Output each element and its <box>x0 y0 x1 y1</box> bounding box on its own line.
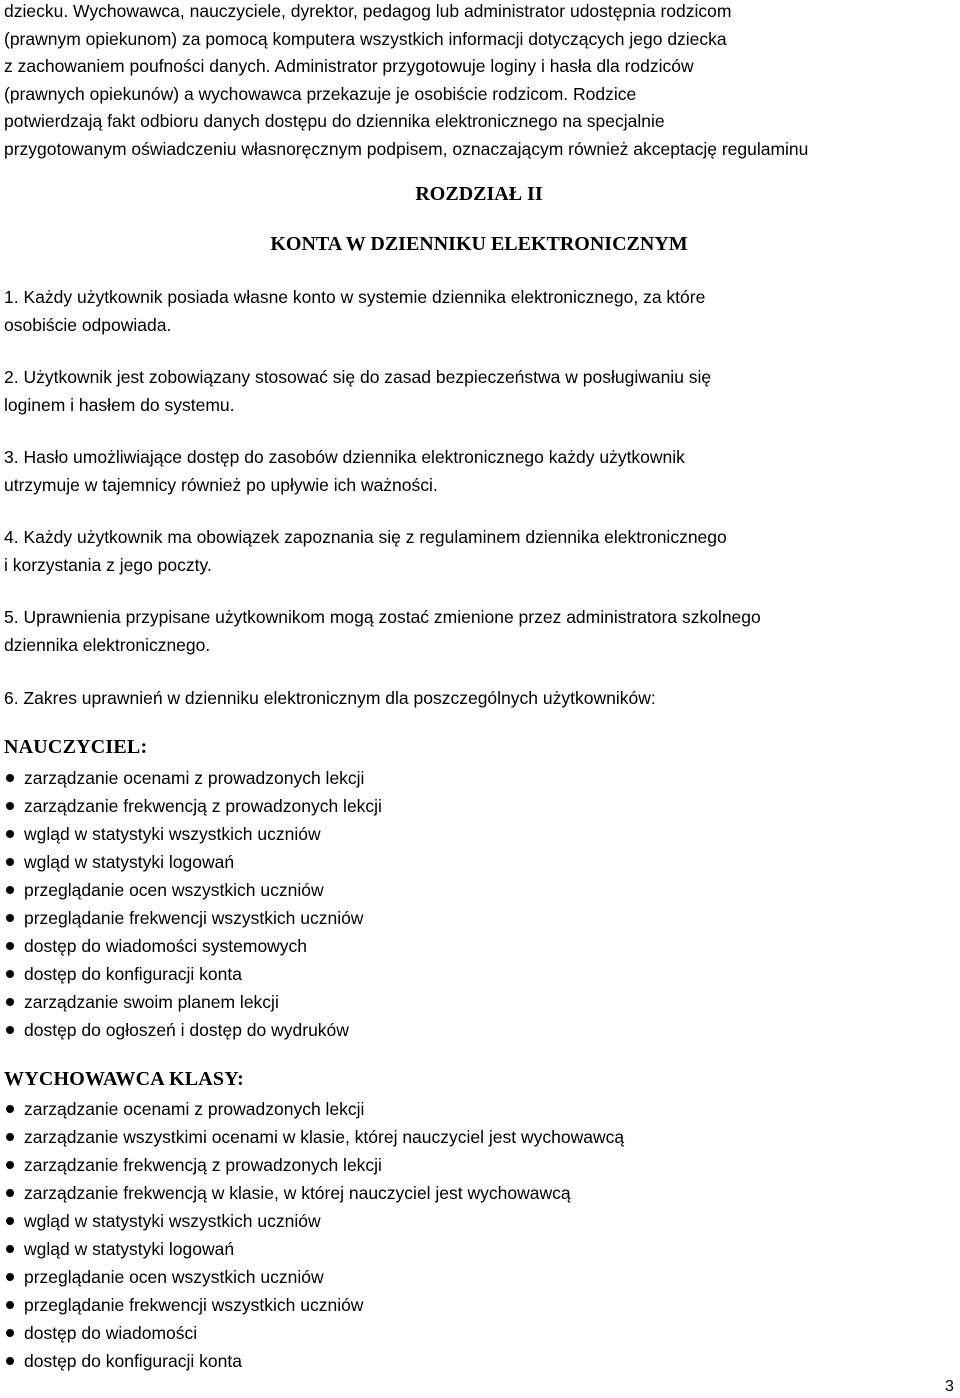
bullet-icon <box>6 1329 14 1337</box>
bullet-icon <box>6 802 14 810</box>
list-item: zarządzanie frekwencją z prowadzonych lekcji <box>4 792 382 820</box>
intro-line: dziecku. Wychowawca, nauczyciele, dyrektor, pedagog lub administrator udostępnia rodzicom <box>4 1 732 21</box>
bullet-icon <box>6 1105 14 1113</box>
point-2 <box>4 364 944 419</box>
teacher-permissions-list <box>4 764 382 1044</box>
bullet-icon <box>6 1245 14 1253</box>
bullet-icon <box>6 1026 14 1034</box>
page-number: 3 <box>945 1378 954 1395</box>
list-item: wgląd w statystyki logowań <box>4 848 382 876</box>
chapter-number: ROZDZIAŁ II <box>415 183 543 205</box>
point-4 <box>4 524 944 579</box>
point-line: i korzystania z jego poczty. <box>4 554 212 575</box>
role-heading-teacher: NAUCZYCIEL: <box>4 736 148 758</box>
point-5 <box>4 604 944 659</box>
point-line: utrzymuje w tajemnicy również po upływie ich ważności. <box>4 474 438 495</box>
bullet-icon <box>6 1133 14 1141</box>
intro-line: (prawnych opiekunów) a wychowawca przekazuje je osobiście rodzicom. Rodzice <box>4 83 637 104</box>
point-line: dziennika elektronicznego. <box>4 634 211 655</box>
bullet-icon <box>6 886 14 894</box>
list-item: wgląd w statystyki logowań <box>4 1235 624 1263</box>
bullet-icon <box>6 1189 14 1197</box>
list-item: zarządzanie ocenami z prowadzonych lekcji <box>4 1095 624 1123</box>
list-item: wgląd w statystyki wszystkich uczniów <box>4 1207 624 1235</box>
point-line: 5. Uprawnienia przypisane użytkownikom mogą zostać zmienione przez administratora szkolnego <box>4 607 761 627</box>
intro-line: (prawnym opiekunom) za pomocą komputera wszystkich informacji dotyczących jego dziecka <box>4 28 727 49</box>
list-item: dostęp do wiadomości <box>4 1319 624 1347</box>
list-item: zarządzanie swoim planem lekcji <box>4 988 382 1016</box>
chapter-title: KONTA W DZIENNIKU ELEKTRONICZNYM <box>270 233 688 255</box>
bullet-icon <box>6 1161 14 1169</box>
list-item: zarządzanie wszystkimi ocenami w klasie, której nauczyciel jest wychowawcą <box>4 1123 624 1151</box>
point-line: osobiście odpowiada. <box>4 314 172 335</box>
bullet-icon <box>6 1273 14 1281</box>
point-line: 4. Każdy użytkownik ma obowiązek zapoznania się z regulaminem dziennika elektronicznego <box>4 527 727 547</box>
intro-paragraph <box>4 0 808 163</box>
bullet-icon <box>6 774 14 782</box>
intro-line: potwierdzają fakt odbioru danych dostępu do dziennika elektronicznego na specjalnie <box>4 111 665 131</box>
point-line: 6. Zakres uprawnień w dzienniku elektronicznym dla poszczególnych użytkowników: <box>4 688 656 708</box>
point-3 <box>4 444 944 499</box>
point-line: 1. Każdy użytkownik posiada własne konto w systemie dziennika elektronicznego, za które <box>4 287 706 307</box>
point-line: 3. Hasło umożliwiające dostęp do zasobów dziennika elektronicznego każdy użytkownik <box>4 447 685 467</box>
list-item: przeglądanie frekwencji wszystkich uczniów <box>4 904 382 932</box>
bullet-icon <box>6 998 14 1006</box>
intro-line: przygotowanym oświadczeniu własnoręcznym podpisem, oznaczającym również akceptację regulaminu <box>4 138 809 159</box>
class-teacher-permissions-list <box>4 1095 624 1375</box>
list-item: zarządzanie frekwencją z prowadzonych lekcji <box>4 1151 624 1179</box>
intro-line: z zachowaniem poufności danych. Administrator przygotowuje loginy i hasła dla rodziców <box>4 56 694 76</box>
bullet-icon <box>6 914 14 922</box>
list-item: dostęp do konfiguracji konta <box>4 960 382 988</box>
list-item: dostęp do wiadomości systemowych <box>4 932 382 960</box>
point-line: loginem i hasłem do systemu. <box>4 394 235 415</box>
point-line: 2. Użytkownik jest zobowiązany stosować się do zasad bezpieczeństwa w posługiwaniu się <box>4 367 712 387</box>
bullet-icon <box>6 1217 14 1225</box>
list-item: zarządzanie frekwencją w klasie, w której nauczyciel jest wychowawcą <box>4 1179 624 1207</box>
bullet-icon <box>6 1357 14 1365</box>
list-item: wgląd w statystyki wszystkich uczniów <box>4 820 382 848</box>
bullet-icon <box>6 942 14 950</box>
role-heading-class-teacher: WYCHOWAWCA KLASY: <box>4 1068 244 1090</box>
list-item: przeglądanie ocen wszystkich uczniów <box>4 876 382 904</box>
list-item: przeglądanie ocen wszystkich uczniów <box>4 1263 624 1291</box>
list-item: zarządzanie ocenami z prowadzonych lekcji <box>4 764 382 792</box>
bullet-icon <box>6 830 14 838</box>
point-1 <box>4 284 944 339</box>
list-item: dostęp do konfiguracji konta <box>4 1347 624 1375</box>
point-6 <box>4 685 944 713</box>
bullet-icon <box>6 1301 14 1309</box>
list-item: dostęp do ogłoszeń i dostęp do wydruków <box>4 1016 382 1044</box>
bullet-icon <box>6 858 14 866</box>
bullet-icon <box>6 970 14 978</box>
list-item: przeglądanie frekwencji wszystkich uczniów <box>4 1291 624 1319</box>
